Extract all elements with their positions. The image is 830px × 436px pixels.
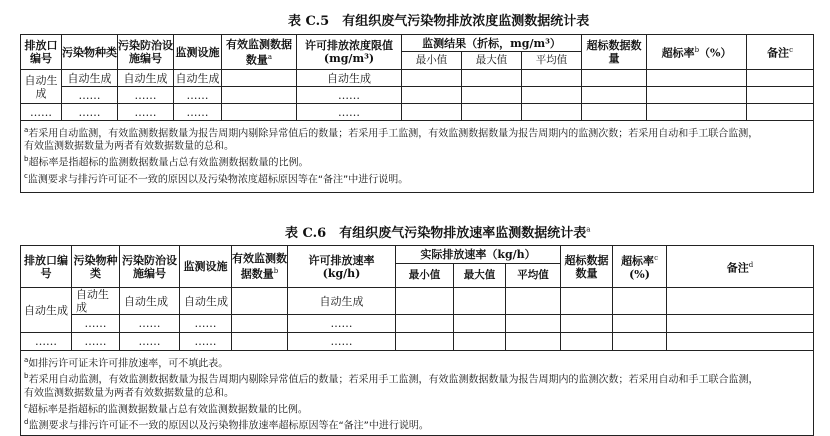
t2-cell (613, 315, 667, 333)
table2 (20, 245, 814, 436)
t1-cell (222, 104, 297, 121)
t1-ellipsis: …… (297, 87, 402, 104)
t1-ellipsis: …… (118, 87, 174, 104)
t1-notes (21, 121, 814, 193)
t1-ellipsis: …… (297, 104, 402, 121)
t1-cell (747, 104, 814, 121)
t1-ellipsis: …… (174, 104, 222, 121)
t2-cell (561, 288, 613, 315)
t2-cell (506, 333, 561, 351)
t2-cell (396, 288, 454, 315)
t2-ellipsis: …… (72, 333, 120, 351)
t2-ellipsis: …… (120, 315, 180, 333)
t2-h-outlet: 排放口编号 (21, 246, 72, 288)
t1-cell (647, 104, 747, 121)
t2-ellipsis: …… (180, 315, 232, 333)
t2-h-min: 最小值 (396, 264, 454, 288)
t2-monitor-auto: 自动生成 (180, 288, 232, 315)
t1-cell (222, 70, 297, 87)
t2-note-c: $^c$超标率是指超标的监测数据数量占总有效监测数据数量的比例。 (24, 401, 308, 415)
t1-cell (462, 87, 522, 104)
t2-note-d: $^d$监测要求与排污许可证不一致的原因以及污染物排放速率超标原因等在“备注”中进行说明。 (24, 417, 429, 432)
t1-h-remark: 备注$^c$ (747, 35, 814, 70)
t1-cell (462, 104, 522, 121)
t2-cell (232, 288, 288, 315)
t1-ellipsis: …… (118, 104, 174, 121)
t2-ellipsis: …… (120, 333, 180, 351)
t2-ellipsis: …… (288, 333, 396, 351)
t1-auto-label: 自动生成 (21, 70, 62, 104)
t2-h-valid-count: 有效监测数据数量$^b$ (232, 246, 288, 288)
table1-caption (288, 10, 589, 29)
t2-cell (232, 333, 288, 351)
t1-h-outlet: 排放口编号 (21, 35, 62, 70)
t2-cell (454, 315, 506, 333)
t1-h-monitor-facility: 监测设施 (174, 35, 222, 70)
t2-cell (613, 288, 667, 315)
t2-cell (506, 315, 561, 333)
t1-cell (647, 70, 747, 87)
t1-h-min: 最小值 (402, 52, 462, 70)
t2-h-exceed-count: 超标数据数量 (561, 246, 613, 288)
t1-h-facility: 污染防治设施编号 (118, 35, 174, 70)
t2-notes (21, 351, 814, 436)
t2-ellipsis: …… (288, 315, 396, 333)
t1-ellipsis: …… (62, 87, 118, 104)
t1-note-b: $^b$超标率是指超标的监测数据数量占总有效监测数据数量的比例。 (24, 155, 309, 169)
t1-cell (402, 104, 462, 121)
t1-h-avg: 平均值 (522, 52, 582, 70)
t2-cell (613, 333, 667, 351)
t2-h-remark: 备注$^d$ (667, 246, 814, 288)
t2-ellipsis: …… (180, 333, 232, 351)
t2-h-monitor-facility: 监测设施 (180, 246, 232, 288)
t1-h-exceed-rate: 超标率$^b$（%） (647, 35, 747, 70)
t2-h-max: 最大值 (454, 264, 506, 288)
t2-cell (232, 315, 288, 333)
table1 (20, 34, 814, 193)
t2-h-facility: 污染防治设施编号 (120, 246, 180, 288)
t2-note-b: $^b$若采用自动监测，有效监测数据数量为报告周期内剔除异常值后的数量；若采用手工监测，有效监测数据数量为报告周期内的监测次数；若采用自动和手工联合监测， (24, 372, 759, 386)
t1-pollutant-auto: 自动生成 (62, 70, 118, 87)
t1-ellipsis: …… (21, 104, 62, 121)
t1-cell (582, 87, 647, 104)
t1-facility-auto: 自动生成 (118, 70, 174, 87)
t2-cell (396, 333, 454, 351)
t1-h-exceed-count: 超标数据数量 (582, 35, 647, 70)
t1-cell (747, 70, 814, 87)
t1-ellipsis: …… (62, 104, 118, 121)
t2-note-a: $^a$如排污许可证未许可排放速率，可不填此表。 (24, 356, 229, 370)
t2-cell (561, 333, 613, 351)
t2-h-avg: 平均值 (506, 264, 561, 288)
t2-cell (667, 288, 814, 315)
t1-permit-auto: 自动生成 (297, 70, 402, 87)
t2-note-b-cont: 有效监测数据数量为两者有效数据数量的总和。 (24, 387, 234, 399)
t1-h-valid-count: 有效监测数据数量$^a$ (222, 35, 297, 70)
t2-cell (454, 288, 506, 315)
t1-cell (522, 70, 582, 87)
t1-h-max: 最大值 (462, 52, 522, 70)
t2-cell (561, 315, 613, 333)
t1-cell (462, 70, 522, 87)
t2-h-actual: 实际排放速率（kg/h） (396, 246, 561, 264)
t2-cell (396, 315, 454, 333)
t2-cell (667, 333, 814, 351)
t1-h-pollutant: 污染物种类 (62, 35, 118, 70)
t2-cell (506, 288, 561, 315)
t2-h-pollutant: 污染物种类 (72, 246, 120, 288)
t1-note-a: $^a$若采用自动监测，有效监测数据数量为报告周期内剔除异常值后的数量；若采用手工监测，有效监测数据数量为报告周期内的监测次数；若采用自动和手工联合监测， (24, 126, 759, 140)
t1-ellipsis: …… (174, 87, 222, 104)
t1-h-result: 监测结果（折标，mg/m³） (402, 35, 582, 52)
t1-cell (582, 104, 647, 121)
table1-caption-text: 表 C.5 有组织废气污染物排放浓度监测数据统计表 (288, 14, 590, 29)
t2-ellipsis: …… (21, 333, 72, 351)
t1-cell (522, 104, 582, 121)
t1-cell (402, 70, 462, 87)
t2-cell (667, 315, 814, 333)
t1-cell (402, 87, 462, 104)
table2-caption: 表 C.6 有组织废气污染物排放速率监测数据统计表$^a$ (285, 225, 591, 241)
t2-auto-label: 自动生成 (21, 288, 72, 333)
t1-cell (582, 70, 647, 87)
t1-cell (522, 87, 582, 104)
t1-h-permit-limit: 许可排放浓度限值 (mg/m³) (297, 35, 402, 70)
t2-permit-auto: 自动生成 (288, 288, 396, 315)
t2-facility-auto: 自动生成 (120, 288, 180, 315)
t1-note-a-cont: 有效监测数据数量为两者有效数据数量的总和。 (24, 141, 234, 153)
t2-pollutant-auto: 自动生成 (72, 288, 120, 315)
t2-ellipsis: …… (72, 315, 120, 333)
t2-h-permit-rate: 许可排放速率 (kg/h) (288, 246, 396, 288)
t1-cell (647, 87, 747, 104)
table2-caption-text: 表 C.6 有组织废气污染物排放速率监测数据统计表 (285, 226, 587, 241)
t1-note-c: $^c$监测要求与排污许可证不一致的原因以及污染物浓度超标原因等在“备注”中进行说明。 (24, 171, 409, 185)
t1-cell (747, 87, 814, 104)
t1-monitor-auto: 自动生成 (175, 71, 220, 85)
t1-cell (222, 87, 297, 104)
t2-h-exceed-rate: 超标率$^c$ (%) (613, 246, 667, 288)
t2-cell (454, 333, 506, 351)
